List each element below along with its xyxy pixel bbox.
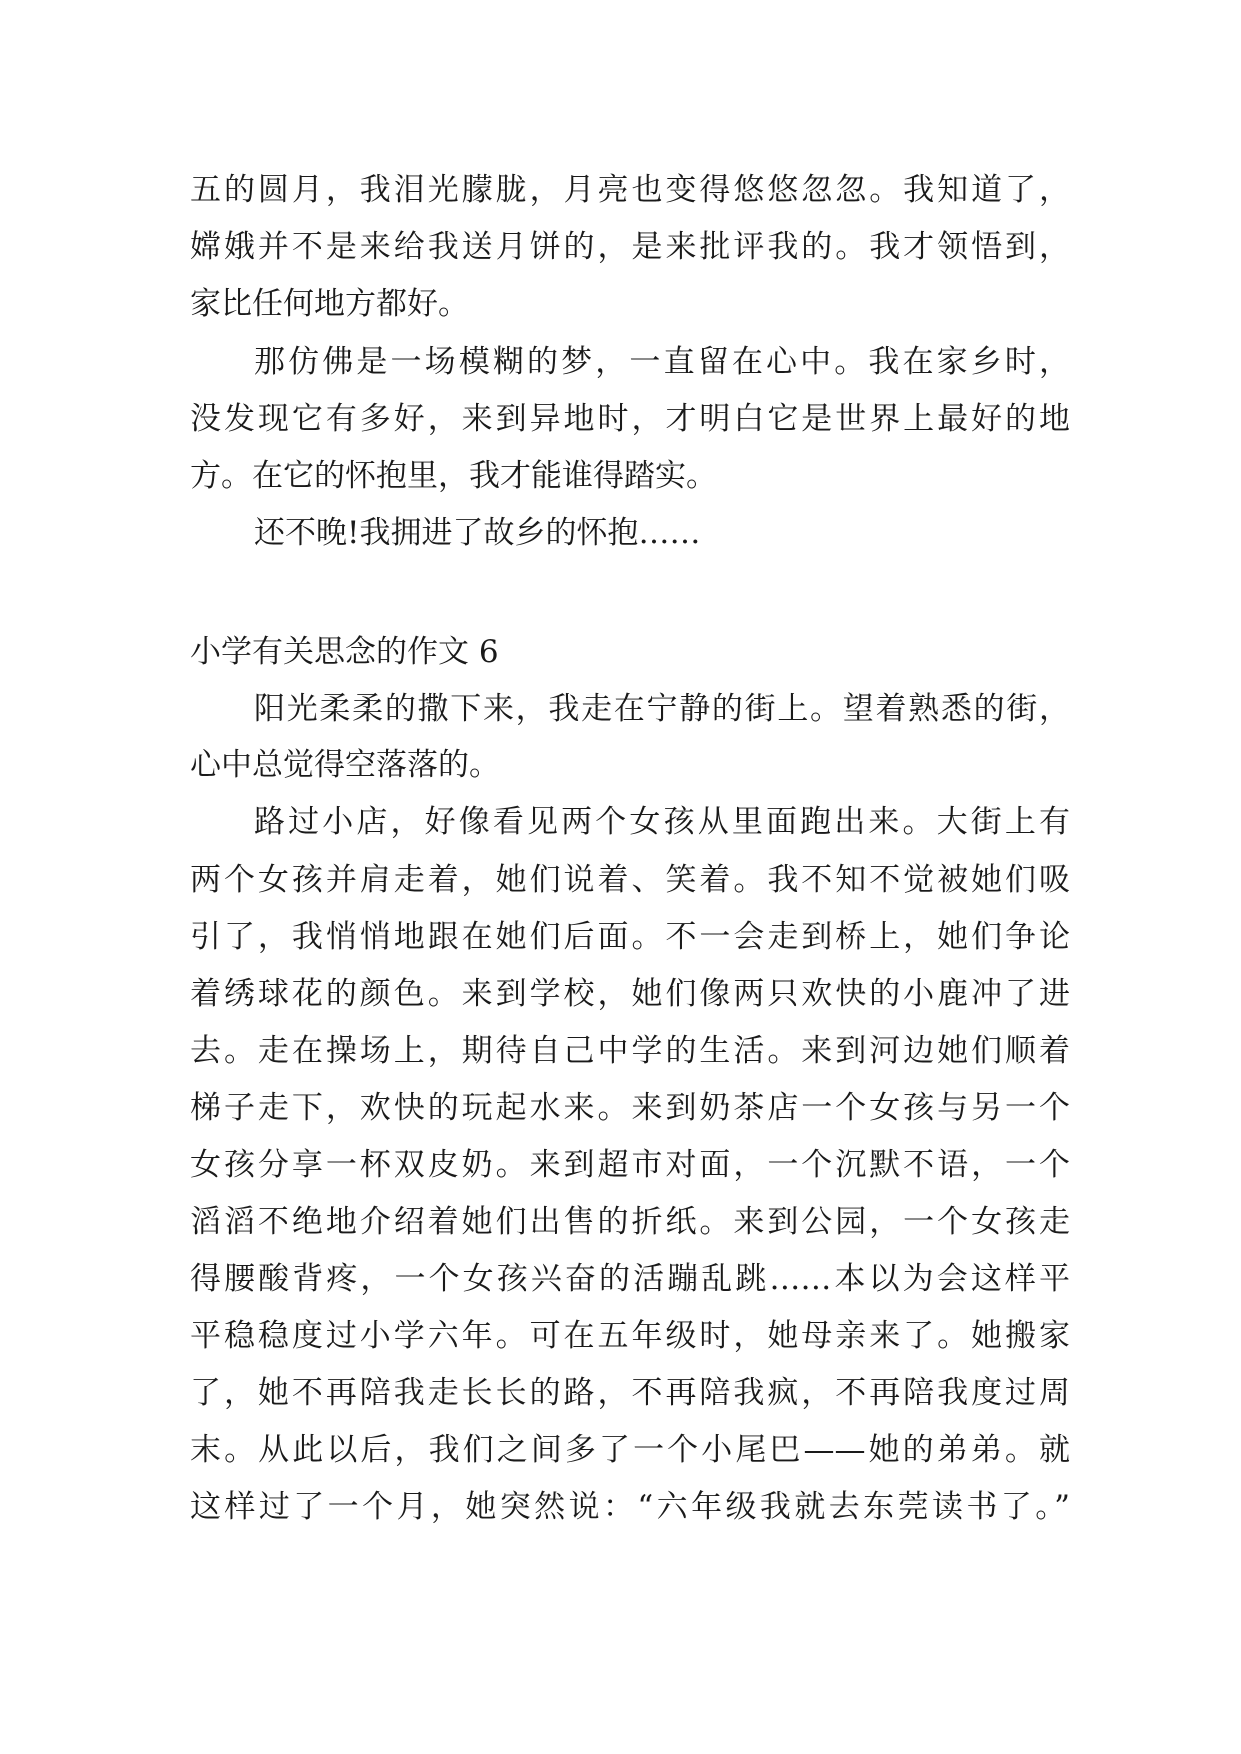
- paragraph-line: 嫦娥并不是来给我送月饼的，是来批评我的。我才领悟到，: [190, 229, 1070, 265]
- paragraph-line: 梯子走下，欢快的玩起水来。来到奶茶店一个女孩与另一个: [190, 1090, 1070, 1126]
- paragraph-line: 去。走在操场上，期待自己中学的生活。来到河边她们顺着: [190, 1033, 1070, 1069]
- paragraph-line: 五的圆月，我泪光朦胧，月亮也变得悠悠忽忽。我知道了，: [190, 172, 1070, 208]
- paragraph-line: 那仿佛是一场模糊的梦，一直留在心中。我在家乡时，: [254, 344, 1070, 380]
- paragraph-line: 阳光柔柔的撒下来，我走在宁静的街上。望着熟悉的街，: [254, 691, 1070, 727]
- paragraph-line: 方。在它的怀抱里，我才能谁得踏实。: [190, 458, 717, 494]
- paragraph-line: 没发现它有多好，来到异地时，才明白它是世界上最好的地: [190, 401, 1070, 437]
- paragraph-line: 这样过了一个月，她突然说：“六年级我就去东莞读书了。”: [190, 1489, 1070, 1525]
- paragraph-line: 心中总觉得空落落的。: [190, 747, 500, 783]
- paragraph-line: 路过小店，好像看见两个女孩从里面跑出来。大街上有: [254, 804, 1070, 840]
- section-heading: 小学有关思念的作文 6: [190, 634, 499, 670]
- paragraph-line: 女孩分享一杯双皮奶。来到超市对面，一个沉默不语，一个: [190, 1147, 1070, 1183]
- paragraph-line: 末。从此以后，我们之间多了一个小尾巴——她的弟弟。就: [190, 1432, 1070, 1468]
- paragraph-line: 两个女孩并肩走着，她们说着、笑着。我不知不觉被她们吸: [190, 862, 1070, 898]
- paragraph-line: 了，她不再陪我走长长的路，不再陪我疯，不再陪我度过周: [190, 1375, 1070, 1411]
- paragraph-line: 滔滔不绝地介绍着她们出售的折纸。来到公园，一个女孩走: [190, 1204, 1070, 1240]
- paragraph-line: 得腰酸背疼，一个女孩兴奋的活蹦乱跳……本以为会这样平: [190, 1261, 1070, 1297]
- paragraph-line: 引了，我悄悄地跟在她们后面。不一会走到桥上，她们争论: [190, 919, 1070, 955]
- paragraph-line: 着绣球花的颜色。来到学校，她们像两只欢快的小鹿冲了进: [190, 976, 1070, 1012]
- paragraph-line: 还不晚!我拥进了故乡的怀抱……: [254, 515, 701, 551]
- paragraph-line: 家比任何地方都好。: [190, 286, 469, 322]
- paragraph-line: 平稳稳度过小学六年。可在五年级时，她母亲来了。她搬家: [190, 1318, 1070, 1354]
